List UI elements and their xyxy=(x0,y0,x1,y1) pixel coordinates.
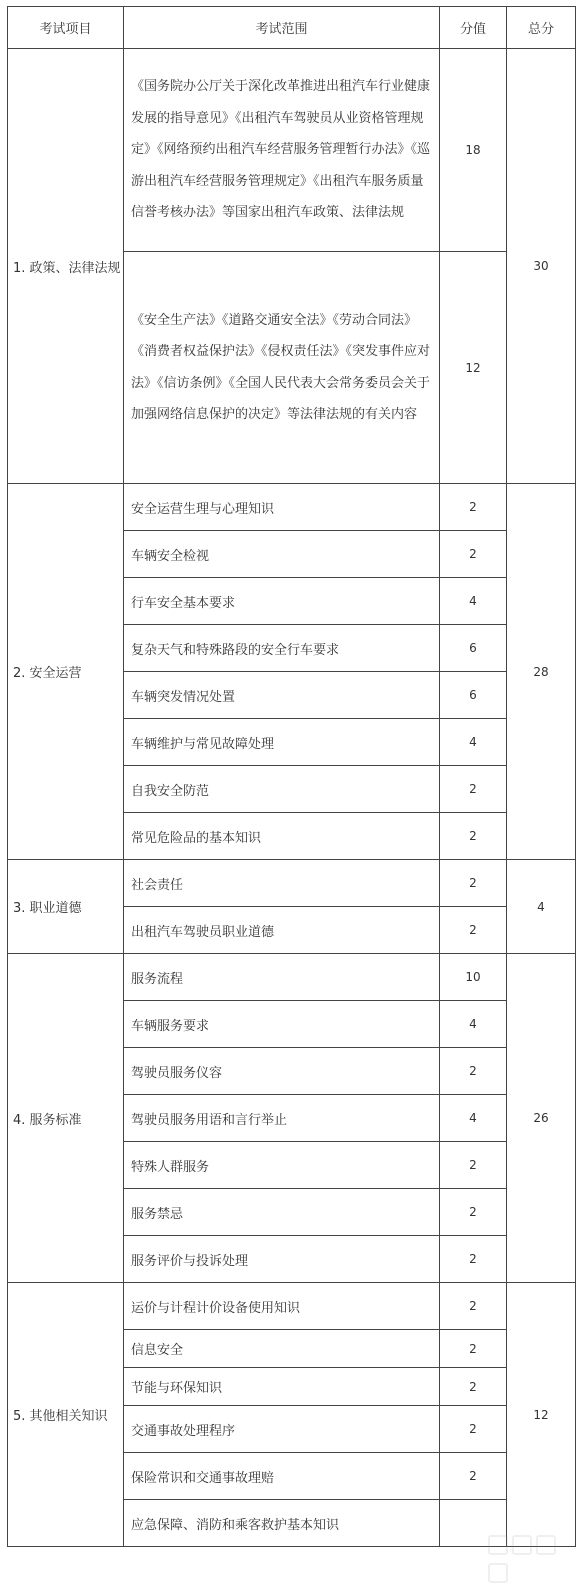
score-cell: 4 xyxy=(440,1001,507,1048)
score-cell: 2 xyxy=(440,1406,507,1453)
score-cell: 2 xyxy=(440,860,507,907)
exam-range-cell: 《安全生产法》《道路交通安全法》《劳动合同法》《消费者权益保护法》《侵权责任法》《突发事件应对法》《信访条例》《全国人民代表大会常务委员会关于加强网络信息保护的决定》等法律法规的有关内容 xyxy=(124,252,440,484)
exam-item-cell: 5. 其他相关知识 xyxy=(8,1283,124,1547)
table-header-row xyxy=(8,7,576,49)
exam-range-cell: 常见危险品的基本知识 xyxy=(124,813,440,860)
exam-range-cell: 运价与计程计价设备使用知识 xyxy=(124,1283,440,1330)
header-exam-range: 考试范围 xyxy=(124,7,440,49)
score-cell: 2 xyxy=(440,1330,507,1368)
exam-range-cell: 应急保障、消防和乘客救护基本知识 xyxy=(124,1500,440,1547)
score-cell: 2 xyxy=(440,907,507,954)
exam-range-cell: 社会责任 xyxy=(124,860,440,907)
exam-range-cell: 驾驶员服务仪容 xyxy=(124,1048,440,1095)
score-cell: 18 xyxy=(440,49,507,252)
exam-range-cell: 信息安全 xyxy=(124,1330,440,1368)
exam-range-cell: 复杂天气和特殊路段的安全行车要求 xyxy=(124,625,440,672)
exam-range-cell: 服务禁忌 xyxy=(124,1189,440,1236)
exam-scope-table xyxy=(7,6,576,1547)
score-cell: 2 xyxy=(440,1283,507,1330)
exam-range-cell: 行车安全基本要求 xyxy=(124,578,440,625)
exam-range-cell: 《国务院办公厅关于深化改革推进出租汽车行业健康发展的指导意见》《出租汽车驾驶员从业资格管理规定》《网络预约出租汽车经营服务管理暂行办法》《巡游出租汽车经营服务管理规定》《出租汽车服务质量信誉考核办法》等国家出租汽车政策、法律法规 xyxy=(124,49,440,252)
score-cell: 2 xyxy=(440,766,507,813)
score-cell: 4 xyxy=(440,1095,507,1142)
exam-range-cell: 车辆维护与常见故障处理 xyxy=(124,719,440,766)
exam-range-cell: 节能与环保知识 xyxy=(124,1368,440,1406)
total-score-cell: 28 xyxy=(507,484,576,860)
exam-range-cell: 特殊人群服务 xyxy=(124,1142,440,1189)
score-cell: 6 xyxy=(440,625,507,672)
score-cell: 2 xyxy=(440,1368,507,1406)
score-cell: 2 xyxy=(440,531,507,578)
header-exam-item: 考试项目 xyxy=(8,7,124,49)
exam-range-cell: 自我安全防范 xyxy=(124,766,440,813)
score-cell: 4 xyxy=(440,719,507,766)
exam-item-cell: 2. 安全运营 xyxy=(8,484,124,860)
exam-range-cell: 服务评价与投诉处理 xyxy=(124,1236,440,1283)
exam-item-cell: 4. 服务标准 xyxy=(8,954,124,1283)
score-cell: 6 xyxy=(440,672,507,719)
table-row xyxy=(8,484,576,531)
exam-range-cell: 交通事故处理程序 xyxy=(124,1406,440,1453)
exam-range-cell: 保险常识和交通事故理赔 xyxy=(124,1453,440,1500)
score-cell: 2 xyxy=(440,1142,507,1189)
header-total: 总分 xyxy=(507,7,576,49)
table-row xyxy=(8,860,576,907)
watermark-logo xyxy=(486,1533,576,1561)
exam-range-cell: 驾驶员服务用语和言行举止 xyxy=(124,1095,440,1142)
exam-range-cell: 安全运营生理与心理知识 xyxy=(124,484,440,531)
table-row xyxy=(8,49,576,252)
exam-range-cell: 出租汽车驾驶员职业道德 xyxy=(124,907,440,954)
table-row xyxy=(8,954,576,1001)
table-row xyxy=(8,1283,576,1330)
score-cell: 2 xyxy=(440,1189,507,1236)
exam-range-cell: 车辆安全检视 xyxy=(124,531,440,578)
score-cell: 10 xyxy=(440,954,507,1001)
exam-item-cell: 1. 政策、法律法规 xyxy=(8,49,124,484)
exam-range-cell: 车辆服务要求 xyxy=(124,1001,440,1048)
score-cell: 2 xyxy=(440,1453,507,1500)
exam-range-cell: 服务流程 xyxy=(124,954,440,1001)
total-score-cell: 12 xyxy=(507,1283,576,1547)
header-score: 分值 xyxy=(440,7,507,49)
exam-item-cell: 3. 职业道德 xyxy=(8,860,124,954)
score-cell: 4 xyxy=(440,578,507,625)
exam-range-cell: 车辆突发情况处置 xyxy=(124,672,440,719)
total-score-cell: 26 xyxy=(507,954,576,1283)
total-score-cell: 30 xyxy=(507,49,576,484)
score-cell: 2 xyxy=(440,813,507,860)
total-score-cell: 4 xyxy=(507,860,576,954)
score-cell: 2 xyxy=(440,1236,507,1283)
score-cell: 2 xyxy=(440,1048,507,1095)
score-cell: 2 xyxy=(440,484,507,531)
score-cell: 12 xyxy=(440,252,507,484)
table-body xyxy=(8,49,576,1547)
